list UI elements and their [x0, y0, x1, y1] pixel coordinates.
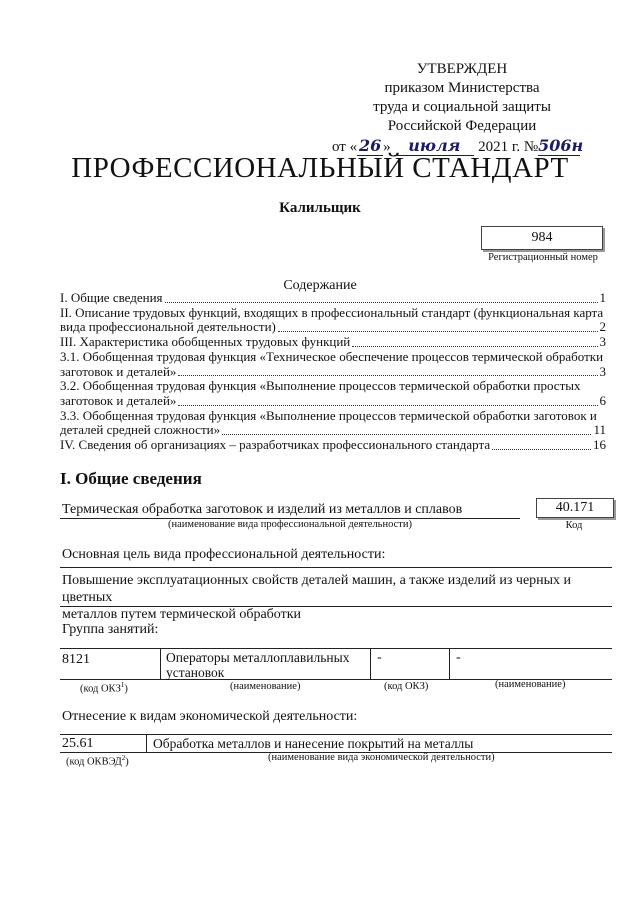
- econ-label: Отнесение к видам экономической деятельности:: [62, 709, 358, 724]
- divider: [146, 734, 147, 752]
- goal-text: [62, 572, 612, 623]
- toc-item: [60, 394, 606, 409]
- toc-item-line1: II. Описание трудовых функций, входящих в профессиональный стандарт (функциональная карта: [60, 304, 604, 320]
- toc-item: [60, 438, 606, 453]
- toc-item: [60, 365, 606, 380]
- code-caption: Код: [565, 520, 583, 531]
- toc-item: [60, 320, 606, 335]
- toc-item-page: 3: [599, 364, 606, 379]
- toc-item-page: 16: [593, 438, 606, 453]
- okz-code-2: -: [377, 650, 382, 665]
- toc-item-text: I. Общие сведения: [60, 291, 163, 305]
- date-month: июля: [394, 136, 474, 156]
- okved-name: Обработка металлов и нанесение покрытий на металлы: [153, 736, 474, 751]
- toc-item-page: 6: [599, 393, 606, 408]
- divider: [449, 648, 450, 679]
- document-title: ПРОФЕССИОНАЛЬНЫЙ СТАНДАРТ: [71, 152, 569, 184]
- order-number: 506н: [538, 136, 584, 155]
- profession-name: Калильщик: [279, 200, 361, 216]
- approval-block: [332, 60, 584, 157]
- goal-label: Основная цель вида профессиональной деятельности:: [62, 547, 386, 562]
- toc-item-text: деталей средней сложности»: [60, 423, 221, 438]
- goal-text-line2: металлов путем термической обработки: [62, 607, 302, 622]
- okz-name-caption-2: (наименование): [495, 679, 566, 690]
- section-heading: I. Общие сведения: [60, 469, 202, 488]
- okz-name-1: [166, 650, 349, 680]
- toc-item: [60, 335, 606, 350]
- toc-item-page: 11: [593, 423, 606, 438]
- date-close-quote: »: [383, 139, 391, 155]
- activity-name: Термическая обработка заготовок и изделий из металлов и сплавов: [62, 502, 463, 517]
- divider: [60, 648, 612, 649]
- toc-item: [60, 423, 606, 438]
- okz-name-caption-1: (наименование): [230, 681, 301, 692]
- toc-item-text: заготовок и деталей»: [60, 393, 177, 408]
- okz-code-caption-1: (код ОКЗ$^1$): [80, 681, 128, 695]
- approval-line-4: Российской Федерации: [387, 118, 537, 134]
- okz-code-1: 8121: [62, 652, 90, 667]
- group-label: Группа занятий:: [62, 622, 159, 637]
- approval-line-3: труда и социальной защиты: [373, 99, 551, 115]
- activity-code: 40.171: [555, 500, 595, 515]
- toc-item-text: III. Характеристика обобщенных трудовых функций: [60, 335, 351, 350]
- toc-item-page: 3: [599, 335, 606, 350]
- activity-caption: (наименование вида профессиональной деятельности): [168, 519, 412, 530]
- okved-code: 25.61: [62, 736, 94, 751]
- okz-name-2: -: [456, 650, 461, 665]
- toc-item-page: 1: [599, 291, 606, 305]
- goal-text-line1: Повышение эксплуатационных свойств деталей машин, а также изделий из черных и цветных: [62, 573, 572, 605]
- approval-line-1: УТВЕРЖДЕН: [416, 61, 508, 77]
- okved-code-caption: (код ОКВЭД$^2$): [66, 754, 129, 768]
- registration-caption: Регистрационный номер: [488, 252, 598, 263]
- divider: [160, 648, 161, 679]
- toc-item-page: 2: [599, 320, 606, 335]
- table-of-contents: [60, 291, 606, 453]
- toc-heading: Содержание: [283, 278, 357, 293]
- registration-number-box: [481, 226, 603, 250]
- divider: [60, 606, 612, 607]
- date-year: 2021 г. №: [478, 139, 539, 155]
- toc-item-line1: 3.2. Обобщенная трудовая функция «Выполнение процессов термической обработки простых: [60, 378, 581, 394]
- okz-name-1-line1: Операторы металлоплавильных: [166, 650, 350, 665]
- toc-item: [60, 291, 606, 306]
- divider: [370, 648, 371, 679]
- okved-name-caption: (наименование вида экономической деятельности): [268, 752, 495, 763]
- okz-code-caption-2: (код ОКЗ): [384, 681, 429, 692]
- date-prefix: от «: [332, 139, 358, 155]
- activity-code-box: [536, 498, 614, 518]
- divider: [60, 567, 612, 568]
- okz-name-1-line2: установок: [166, 665, 225, 680]
- toc-item-text: заготовок и деталей»: [60, 364, 177, 379]
- divider: [60, 734, 612, 735]
- approval-line-2: приказом Министерства: [384, 80, 540, 96]
- date-day: 26: [358, 136, 382, 155]
- toc-item-text: IV. Сведения об организациях – разработчиках профессионального стандарта: [60, 438, 491, 453]
- toc-item-text: вида профессиональной деятельности): [60, 320, 276, 335]
- toc-item-line1: 3.3. Обобщенная трудовая функция «Выполнение процессов термической обработки заготовок и: [60, 407, 597, 423]
- registration-number: 984: [531, 230, 553, 245]
- toc-item-line1: 3.1. Обобщенная трудовая функция «Техническое обеспечение процессов термической обработки: [60, 348, 604, 364]
